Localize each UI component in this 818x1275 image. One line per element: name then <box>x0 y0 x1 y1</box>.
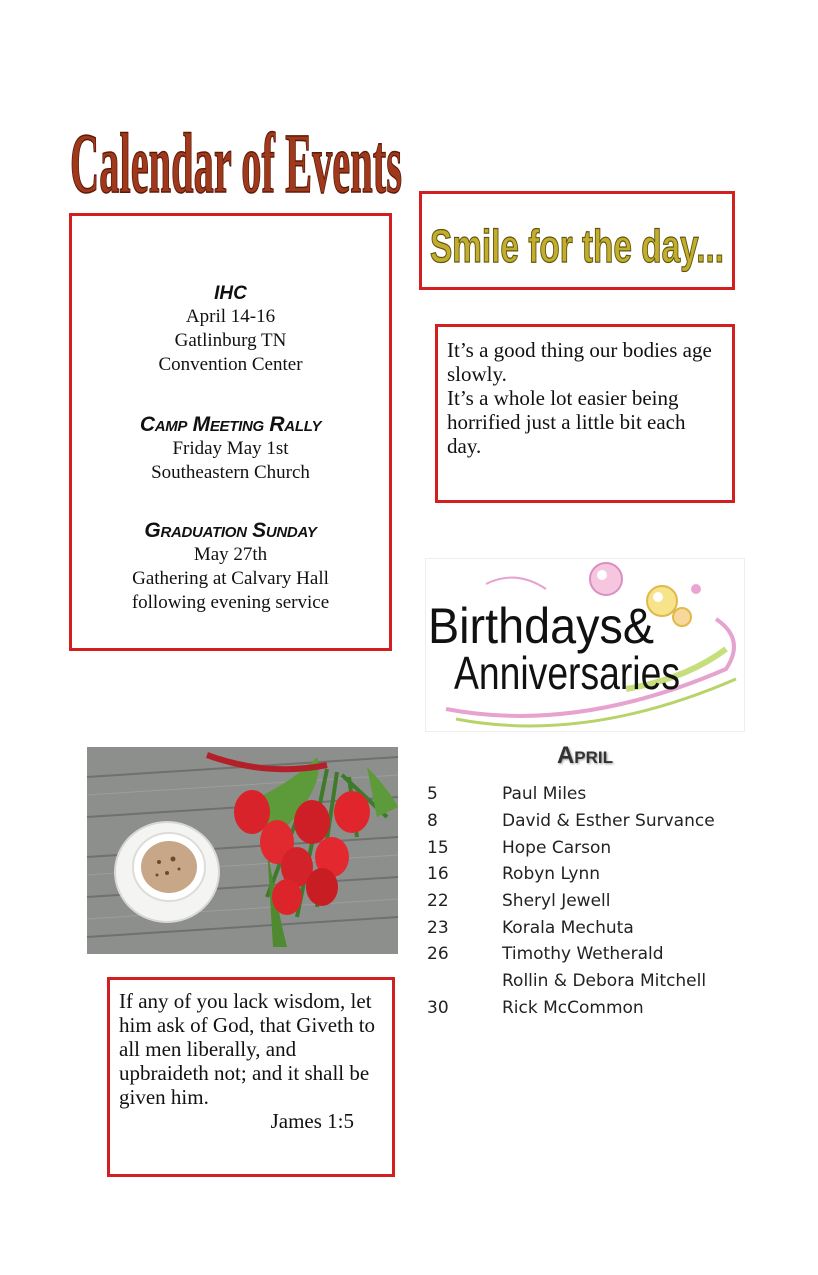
month-heading: April <box>556 742 614 769</box>
birthday-list <box>427 781 807 1021</box>
list-item-name: Korala Mechuta <box>502 917 634 938</box>
smile-banner <box>419 191 735 290</box>
event-line: May 27th <box>193 544 268 565</box>
balloon-icon <box>590 563 622 595</box>
list-item-name: Timothy Wetherald <box>502 944 664 965</box>
events-box <box>69 213 392 651</box>
logo-line-2: Anniversaries <box>454 647 680 699</box>
event-heading: Camp Meeting Rally <box>139 413 322 436</box>
list-item <box>427 995 807 1022</box>
list-item-name: Rollin & Debora Mitchell <box>502 971 707 992</box>
event-line: Friday May 1st <box>172 438 289 459</box>
list-item-day: 26 <box>427 944 449 965</box>
list-item-name: Hope Carson <box>502 837 612 858</box>
event-line: Gathering at Calvary Hall <box>132 568 329 589</box>
logo-line-1: Birthdays& <box>428 598 654 654</box>
list-item-day: 23 <box>427 917 449 938</box>
list-item-day: 30 <box>427 997 449 1018</box>
verse-text: If any of you lack wisdom, let him ask of God, that Giveth to all men liberally, and upbraideth not; and it shall be given him. <box>119 989 376 1109</box>
birthdays-logo <box>425 558 745 732</box>
event-line: April 14-16 <box>185 306 276 327</box>
list-item-name: Robyn Lynn <box>502 864 600 885</box>
event-graduation <box>72 519 389 615</box>
list-item <box>427 808 807 835</box>
event-heading: IHC <box>214 283 247 304</box>
smile-title: Smile for the day... <box>430 220 724 272</box>
event-line: Convention Center <box>158 354 303 375</box>
event-camp-meeting <box>72 413 389 485</box>
list-item <box>427 914 807 941</box>
list-item-day: 5 <box>427 784 438 805</box>
list-item <box>427 888 807 915</box>
list-item-day: 22 <box>427 891 449 912</box>
verse-box <box>107 977 395 1177</box>
list-item-day: 16 <box>427 864 449 885</box>
coffee-tulips-photo <box>87 747 398 954</box>
list-item-name: Sheryl Jewell <box>502 891 611 912</box>
event-heading: Graduation Sunday <box>144 519 317 542</box>
list-item-name: David & Esther Survance <box>502 811 715 832</box>
coffee-cup-icon <box>115 822 219 922</box>
joke-line: It’s a whole lot easier being horrified just a little bit each day. <box>447 386 686 458</box>
joke-line: It’s a good thing our bodies age slowly. <box>447 338 712 386</box>
list-item <box>427 781 807 808</box>
list-item-name: Rick McCommon <box>502 997 644 1018</box>
event-line: Gatlinburg TN <box>174 330 287 351</box>
calendar-title <box>68 112 408 211</box>
list-item-name: Paul Miles <box>502 784 587 805</box>
event-ihc <box>72 283 389 377</box>
list-item-day: 8 <box>427 811 438 832</box>
list-item <box>427 861 807 888</box>
verse-reference: James 1:5 <box>270 1109 354 1133</box>
list-item <box>427 968 807 995</box>
balloon-icon <box>673 608 691 626</box>
event-line: following evening service <box>131 592 330 613</box>
event-line: Southeastern Church <box>151 462 310 483</box>
list-item <box>427 941 807 968</box>
list-item <box>427 834 807 861</box>
joke-box <box>435 324 735 503</box>
calendar-title-text: Calendar of Events <box>70 115 402 211</box>
list-item-day: 15 <box>427 837 449 858</box>
